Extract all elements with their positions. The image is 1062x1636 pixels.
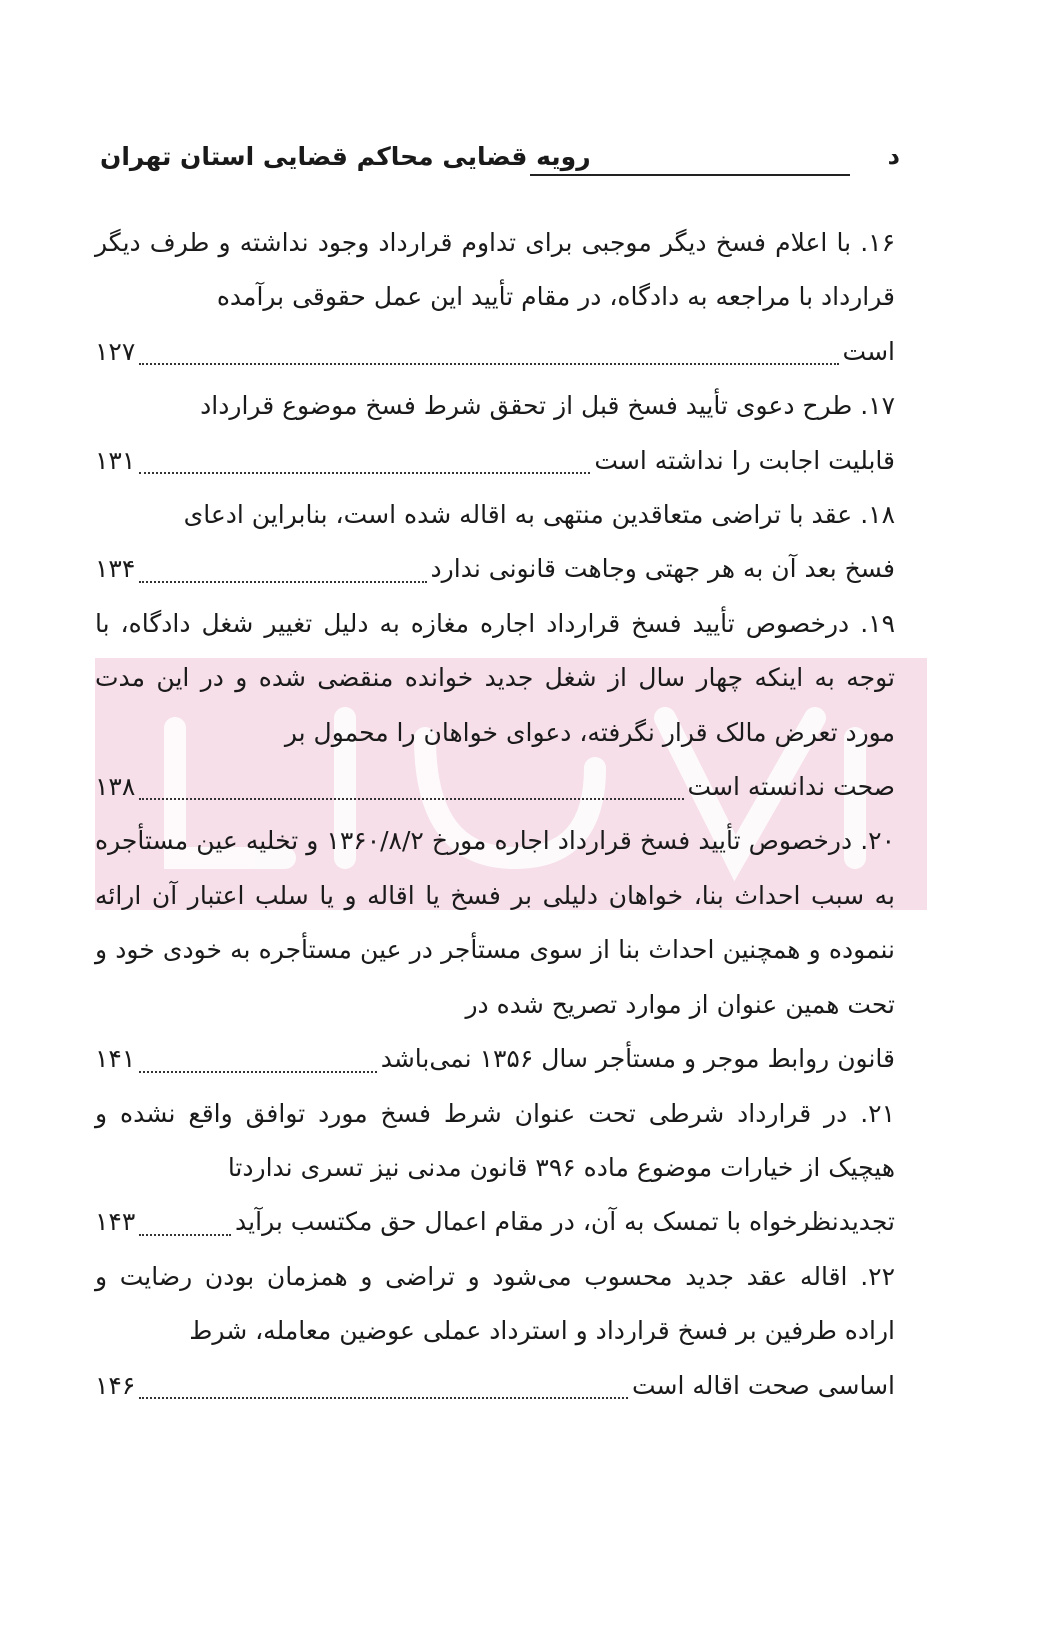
entry-text [95, 597, 895, 760]
dot-leader [139, 581, 426, 583]
entry-number: ۱۶. [860, 228, 896, 257]
entry-last-line [95, 434, 895, 488]
entry-number: ۱۹. [860, 608, 895, 638]
entry-number: ۲۱. [860, 1098, 895, 1128]
page-letter: د [887, 142, 900, 170]
dot-leader [139, 798, 683, 800]
entry-text [95, 1250, 895, 1359]
toc-entry[interactable] [95, 597, 895, 815]
entry-tail: صحت ندانسته است [687, 772, 895, 802]
entry-tail: قانون روابط موجر و مستأجر سال ۱۳۵۶ نمی‌باشد [380, 1044, 895, 1074]
table-of-contents [95, 216, 895, 1413]
dot-leader [139, 472, 590, 474]
page-number: ۱۳۴ [95, 554, 136, 584]
entry-last-line [95, 1195, 895, 1249]
dot-leader [139, 1234, 231, 1236]
page-number: ۱۴۶ [95, 1370, 136, 1400]
dot-leader [139, 363, 838, 365]
entry-text [95, 488, 895, 542]
entry-last-line [95, 325, 895, 379]
entry-number: ۱۸. [860, 500, 895, 530]
page-number: ۱۲۷ [95, 336, 136, 366]
entry-last-line [95, 760, 895, 814]
entry-body: درخصوص تأیید فسخ قرارداد اجاره مغازه به دلیل تغییر شغل دادگاه، با توجه به اینکه چهار سال از شغل جدید خوانده منقضی شده و در این مدت مورد تعرض مالک قرار نگرفته، دعوای خواهان را محمول بر [95, 608, 895, 747]
toc-entry[interactable] [95, 488, 895, 597]
entry-number: ۱۷. [860, 391, 895, 421]
entry-last-line [95, 542, 895, 596]
entry-body: اقاله عقد جدید محسوب می‌شود و تراضی و همزمان بودن رضایت و اراده طرفین بر فسخ قرارداد و استرداد عملی عوضین معامله، شرط [95, 1261, 895, 1346]
entry-body: درخصوص تأیید فسخ قرارداد اجاره مورخ ۱۳۶۰/۸/۲ و تخلیه عین مستأجره به سبب احداث بنا، خواهان دلیلی بر فسخ یا اقاله و یا سلب اعتبار آن ارائه ننموده و همچنین احداث بنا از سوی مستأجر در عین مستأجره به خودی خود و تحت همین عنوان از موارد تصریح شده در [95, 826, 895, 1019]
entry-text [95, 1087, 895, 1196]
toc-entry[interactable] [95, 1087, 895, 1250]
page-header [100, 128, 900, 188]
entry-number: ۲۰. [860, 826, 895, 856]
entry-tail: است [842, 336, 895, 366]
entry-body: در قرارداد شرطی تحت عنوان شرط فسخ مورد توافق واقع نشده و هیچیک از خیارات موضوع ماده ۳۹۶ قانون مدنی نیز تسری نداردتا [95, 1098, 895, 1182]
dot-leader [139, 1397, 628, 1399]
toc-entry[interactable] [95, 216, 895, 379]
entry-tail: اساسی صحت اقاله است [631, 1370, 895, 1400]
dot-leader [139, 1071, 376, 1073]
toc-entry[interactable] [95, 1250, 895, 1413]
header-rule [530, 174, 850, 176]
entry-tail: تجدیدنظرخواه با تمسک به آن، در مقام اعمال حق مکتسب برآید [235, 1207, 895, 1237]
entry-number: ۲۲. [860, 1261, 895, 1291]
page-number: ۱۴۳ [95, 1207, 136, 1237]
entry-last-line [95, 1359, 895, 1413]
running-title: رویه قضایی محاکم قضایی استان تهران [100, 142, 591, 171]
page-number: ۱۳۸ [95, 772, 136, 802]
entry-text [95, 814, 895, 1032]
entry-text [95, 216, 895, 325]
entry-last-line [95, 1032, 895, 1086]
entry-tail: قابلیت اجابت را نداشته است [594, 445, 895, 475]
entry-text [95, 379, 895, 433]
page-number: ۱۴۱ [95, 1044, 136, 1074]
toc-entry[interactable] [95, 814, 895, 1086]
entry-body: عقد با تراضی متعاقدین منتهی به اقاله شده است، بنابراین ادعای [183, 500, 853, 530]
toc-entry[interactable] [95, 379, 895, 488]
entry-body: طرح دعوی تأیید فسخ قبل از تحقق شرط فسخ موضوع قرارداد [200, 391, 853, 421]
entry-body: با اعلام فسخ دیگر موجبی برای تداوم قرارداد وجود نداشته و طرف دیگر قرارداد با مراجعه به دادگاه، در مقام تأیید این عمل حقوقی برآمده [95, 228, 895, 312]
page-number: ۱۳۱ [95, 445, 136, 475]
entry-tail: فسخ بعد آن به هر جهتی وجاهت قانونی ندارد [430, 554, 895, 584]
